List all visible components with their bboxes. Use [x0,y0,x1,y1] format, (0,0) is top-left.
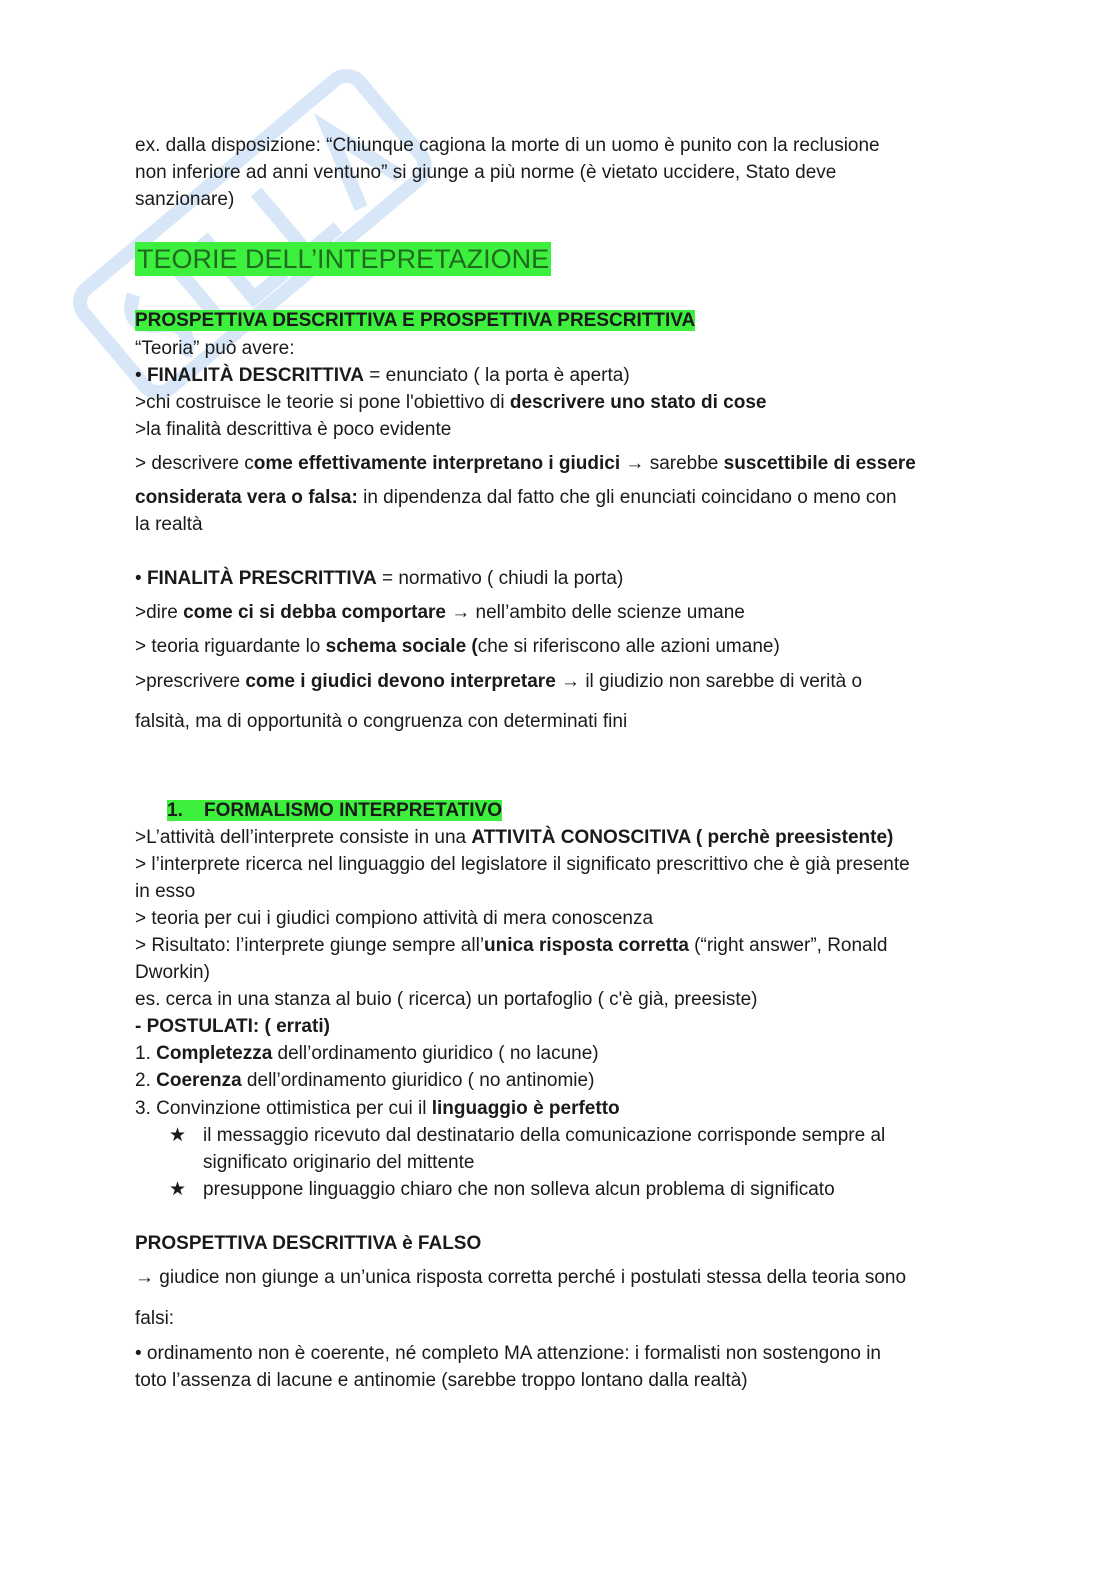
star-icon: ★ [169,1179,187,1200]
section-heading: 1. FORMALISMO INTERPRETATIVO [167,800,502,821]
text-line: >chi costruisce le teorie si pone l'obiettivo di descrivere uno stato di cose [135,392,767,413]
text-line: > teoria riguardante lo schema sociale (che si riferiscono alle azioni umane) [135,636,780,657]
text-line: la realtà [135,514,203,535]
text-line: > l’interprete ricerca nel linguaggio del legislatore il significato prescrittivo che è già presente [135,854,910,875]
text-line: toto l’assenza di lacune e antinomie (sarebbe troppo lontano dalla realtà) [135,1370,748,1391]
text-line: es. cerca in una stanza al buio ( ricerca) un portafoglio ( c'è già, preesiste) [135,989,758,1010]
text-line: considerata vera o falsa: in dipendenza dal fatto che gli enunciati coincidano o meno con [135,487,897,508]
intro-line: sanzionare) [135,189,235,210]
text-line: falsità, ma di opportunità o congruenza con determinati fini [135,711,628,732]
text-line: falsi: [135,1308,175,1329]
section-heading: PROSPETTIVA DESCRITTIVA è FALSO [135,1233,482,1254]
list-item: 3. Convinzione ottimistica per cui il linguaggio è perfetto [135,1098,620,1119]
text-line: → giudice non giunge a un’unica risposta corretta perché i postulati stessa della teoria sono [135,1267,907,1288]
text-line: • ordinamento non è coerente, né completo MA attenzione: i formalisti non sostengono in [135,1343,881,1364]
text-line: >dire come ci si debba comportare → nell’ambito delle scienze umane [135,602,745,623]
bullet-descrittiva: • FINALITÀ DESCRITTIVA = enunciato ( la porta è aperta) [135,365,630,386]
text-line: > Risultato: l’interprete giunge sempre all’unica risposta corretta (“right answer”, Ronald [135,935,888,956]
text-line: presuppone linguaggio chiaro che non solleva alcun problema di significato [203,1179,835,1200]
text-line: significato originario del mittente [203,1152,475,1173]
intro-line: non inferiore ad anni ventuno” si giunge a più norme (è vietato uccidere, Stato deve [135,162,837,183]
page-title: TEORIE DELL’INTEPRETAZIONE [137,244,550,274]
intro-line: ex. dalla disposizione: “Chiunque cagiona la morte di un uomo è punito con la reclusione [135,135,880,156]
bullet-prescrittiva: • FINALITÀ PRESCRITTIVA = normativo ( chiudi la porta) [135,568,624,589]
list-item: 2. Coerenza dell’ordinamento giuridico ( no antinomie) [135,1070,595,1091]
text-line: > descrivere come effettivamente interpretano i giudici → sarebbe suscettibile di essere [135,453,916,474]
text-line: Dworkin) [135,962,210,983]
text-line: >prescrivere come i giudici devono interpretare → il giudizio non sarebbe di verità o [135,671,863,692]
text-line: il messaggio ricevuto dal destinatario della comunicazione corrisponde sempre al [203,1125,886,1146]
text-line: “Teoria” può avere: [135,338,295,359]
text-line: >L’attività dell’interprete consiste in una ATTIVITÀ CONOSCITIVA ( perchè preesistente) [135,827,894,848]
postulati-heading: - POSTULATI: ( errati) [135,1016,330,1037]
section-heading: PROSPETTIVA DESCRITTIVA E PROSPETTIVA PRESCRITTIVA [135,310,696,331]
text-line: > teoria per cui i giudici compiono attività di mera conoscenza [135,908,654,929]
text-line: >la finalità descrittiva è poco evidente [135,419,452,440]
star-icon: ★ [169,1125,187,1146]
text-line: in esso [135,881,196,902]
list-item: 1. Completezza dell’ordinamento giuridico ( no lacune) [135,1043,599,1064]
